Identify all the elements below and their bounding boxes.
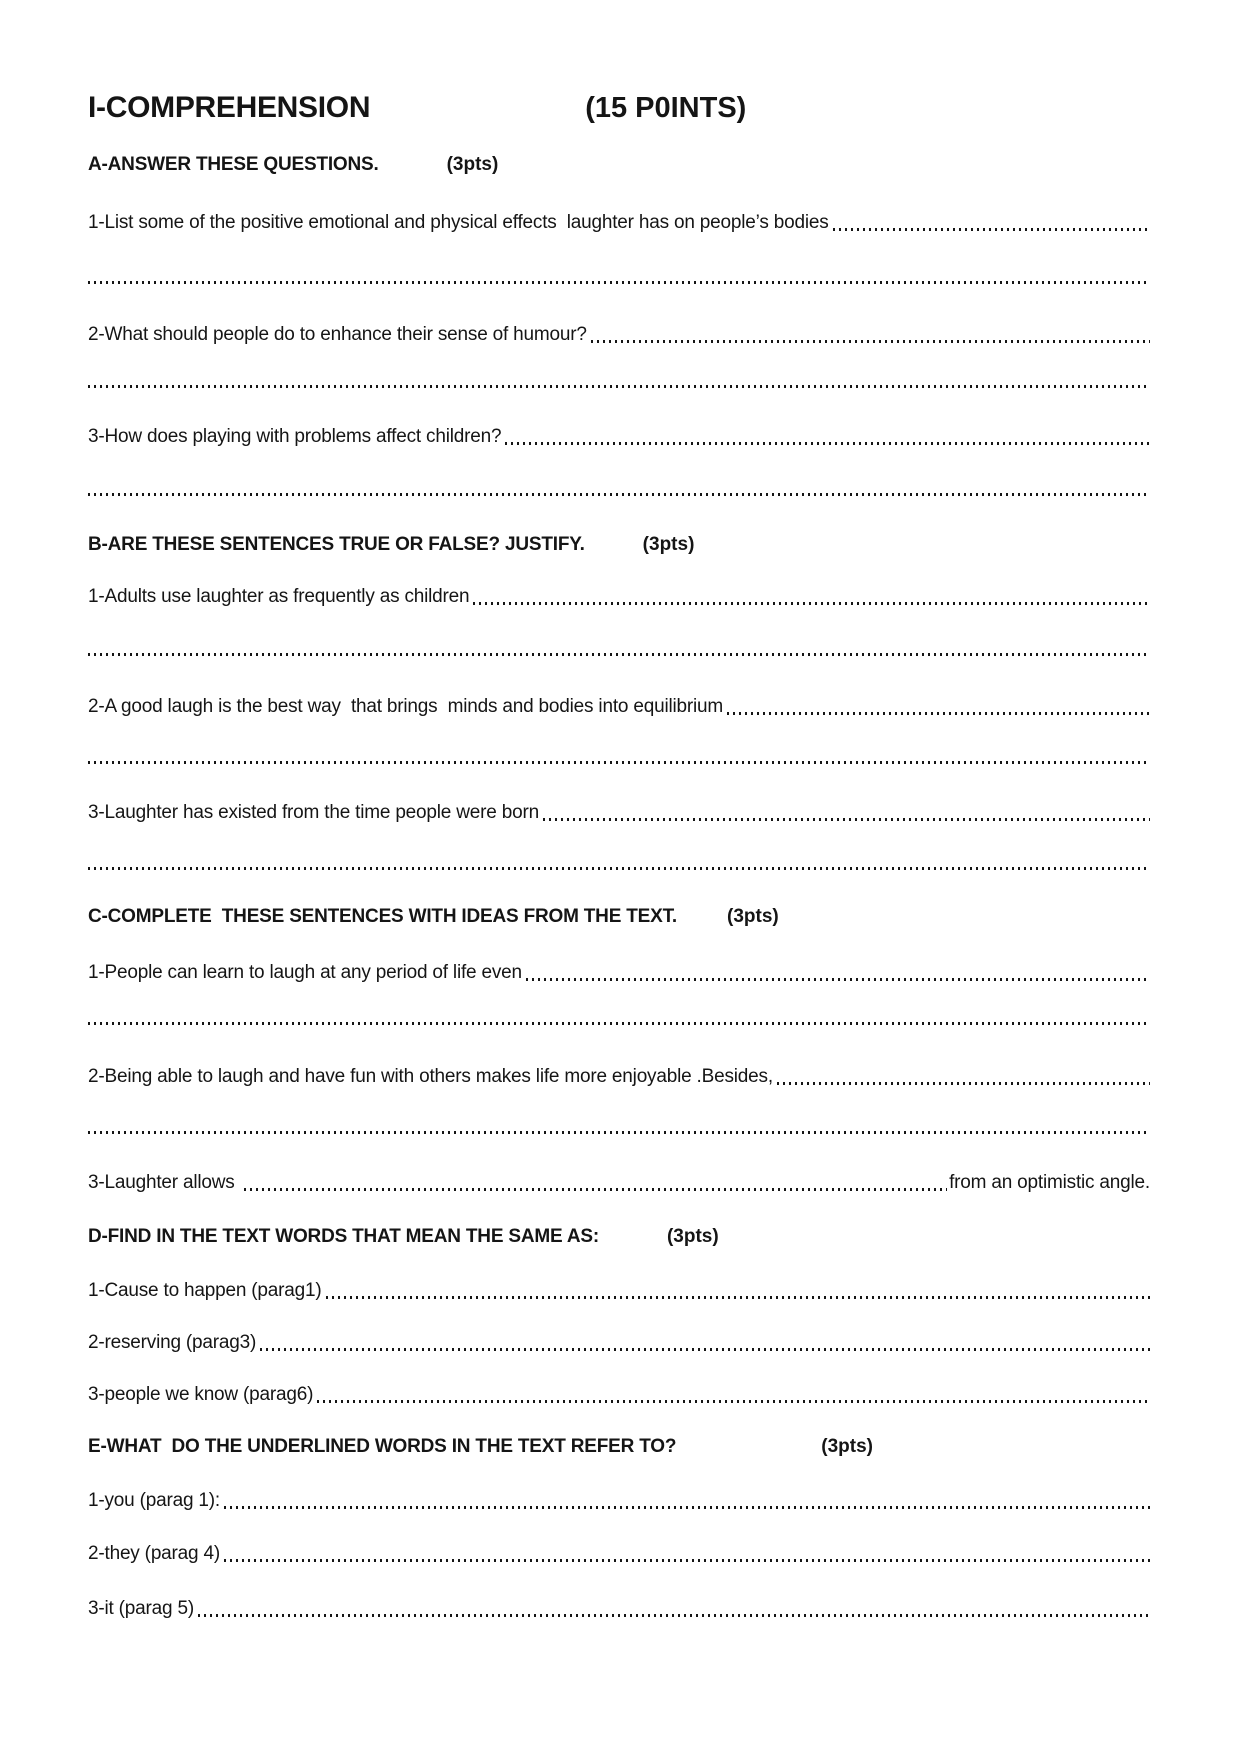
question-d3: 3-people we know (parag6) [88,1384,314,1405]
section-b-heading: B-ARE THESE SENTENCES TRUE OR FALSE? JUSTIFY. [88,534,585,555]
question-a1-row [88,208,1150,238]
section-a-points: (3pts) [446,154,499,175]
answer-leader [88,493,1150,496]
question-c2-row [88,1062,1150,1092]
question-e2-row [88,1539,1150,1569]
answer-leader [224,1559,1150,1562]
question-d1: 1-Cause to happen (parag1) [88,1280,322,1301]
answer-leader [777,1082,1150,1085]
question-c3-prefix: 3-Laughter allows [88,1172,240,1193]
question-c3-row [88,1168,1150,1198]
section-d-points: (3pts) [666,1226,719,1247]
section-c-points: (3pts) [727,906,779,927]
answer-leader [591,340,1150,343]
section-d-heading-row [88,1222,1150,1252]
question-c3-suffix: from an optimistic angle. [949,1172,1150,1193]
question-a1: 1-List some of the positive emotional and physical effects laughter has on people’s bodies [88,212,829,233]
question-e2: 2-they (parag 4) [88,1543,220,1564]
answer-leader [317,1400,1150,1403]
question-e1: 1-you (parag 1): [88,1490,220,1511]
answer-line [88,372,1150,392]
question-b1-row [88,582,1150,612]
section-c-heading: C-COMPLETE THESE SENTENCES WITH IDEAS FROM THE TEXT. [88,906,677,927]
section-c-heading-row [88,902,1150,932]
answer-line [88,640,1150,660]
section-e-heading-row [88,1432,1150,1462]
answer-leader [224,1506,1150,1509]
answer-leader [88,867,1150,870]
answer-leader [526,978,1150,981]
question-d3-row [88,1380,1150,1410]
answer-leader [88,281,1150,284]
title-row [88,88,1150,128]
answer-leader [244,1188,947,1191]
question-d1-row [88,1276,1150,1306]
question-a3-row [88,422,1150,452]
question-e1-row [88,1486,1150,1516]
answer-leader [260,1348,1150,1351]
section-e-heading: E-WHAT DO THE UNDERLINED WORDS IN THE TEXT REFER TO? [88,1436,677,1457]
answer-leader [88,653,1150,656]
answer-leader [833,228,1150,231]
section-a-heading-row [88,150,1150,180]
answer-line [88,748,1150,768]
answer-leader [88,1022,1150,1025]
question-b3: 3-Laughter has existed from the time people were born [88,802,539,823]
question-d2: 2-reserving (parag3) [88,1332,257,1353]
answer-leader [88,385,1150,388]
answer-leader [473,602,1150,605]
section-b-heading-row [88,530,1150,560]
answer-line [88,854,1150,874]
answer-leader [326,1296,1150,1299]
question-b3-row [88,798,1150,828]
section-b-points: (3pts) [642,534,695,555]
question-c2: 2-Being able to laugh and have fun with others makes life more enjoyable .Besides, [88,1066,773,1087]
answer-leader [543,818,1150,821]
question-a2-row [88,320,1150,350]
question-d2-row [88,1328,1150,1358]
section-d-heading: D-FIND IN THE TEXT WORDS THAT MEAN THE SAME AS: [88,1226,599,1247]
question-c1-row [88,958,1150,988]
question-e3: 3-it (parag 5) [88,1598,194,1619]
answer-line [88,1009,1150,1029]
question-b1: 1-Adults use laughter as frequently as children [88,586,470,607]
question-e3-row [88,1594,1150,1624]
question-b2: 2-A good laugh is the best way that brings minds and bodies into equilibrium [88,696,724,717]
question-c1: 1-People can learn to laugh at any period of life even [88,962,522,983]
section-a-heading: A-ANSWER THESE QUESTIONS. [88,154,379,175]
answer-line [88,268,1150,288]
answer-leader [88,761,1150,764]
page-title: I-COMPREHENSION [88,91,371,124]
total-points-label: (15 P0INTS) [585,92,747,124]
answer-leader [198,1614,1150,1617]
question-a2: 2-What should people do to enhance their sense of humour? [88,324,587,345]
question-a3: 3-How does playing with problems affect children? [88,426,502,447]
answer-line [88,1118,1150,1138]
answer-leader [727,712,1150,715]
answer-leader [88,1131,1150,1134]
section-e-points: (3pts) [821,1436,873,1457]
answer-leader [505,442,1150,445]
answer-line [88,480,1150,500]
question-b2-row [88,692,1150,722]
